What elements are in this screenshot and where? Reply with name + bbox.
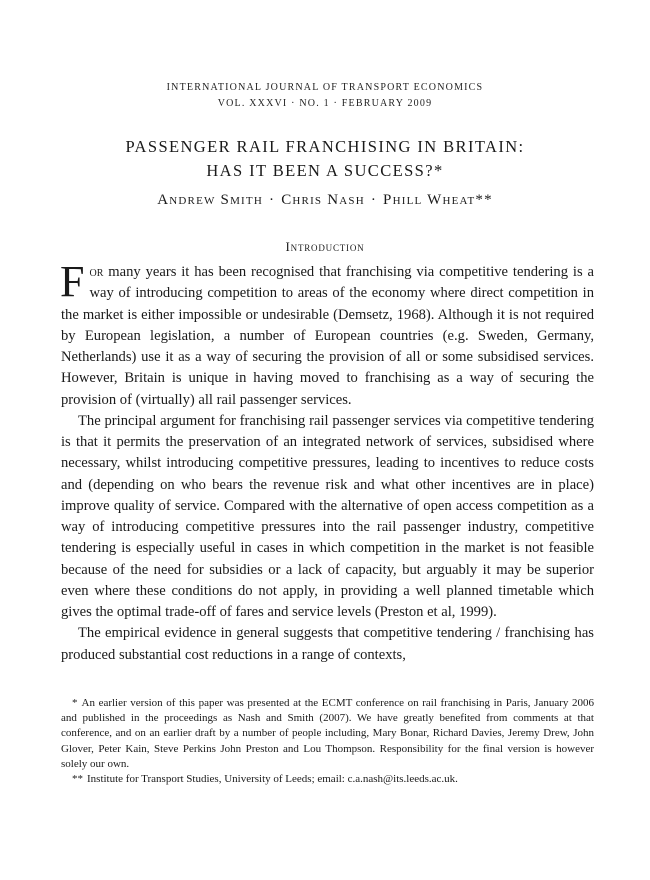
footnote-mark: * — [72, 697, 78, 709]
article-title-line-2: HAS IT BEEN A SUCCESS?* — [206, 161, 444, 180]
author-separator: · — [370, 192, 378, 208]
section-heading: Introduction — [285, 239, 365, 254]
body-paragraph — [60, 257, 594, 411]
drop-cap-continuation: or — [89, 264, 104, 280]
journal-issue: VOL. XXXVI · NO. 1 · FEBRUARY 2009 — [217, 98, 433, 109]
journal-name: INTERNATIONAL JOURNAL OF TRANSPORT ECONOMICS — [166, 82, 484, 93]
footnote — [61, 696, 594, 772]
article-title — [0, 135, 650, 183]
body-paragraph: The empirical evidence in general suggests that competitive tendering / franchising has produced substantial cost reductions in a range of contexts, — [61, 625, 594, 663]
footnote-mark: ** — [72, 773, 83, 786]
author-name: Chris Nash — [281, 192, 365, 208]
footnote-text: Institute for Transport Studies, University of Leeds; email: c.a.nash@its.leeds.ac.uk. — [87, 773, 458, 786]
footnote-text: An earlier version of this paper was presented at the ECMT conference on rail franchising in Paris, January 2006 and published in the proceedings as Nash and Smith (2007). We have greatly benefited from comments at that conference, and on an earlier draft by a number of people including, Mary Bonar, Richard Davies, Jeremy Drew, John Glover, Peter Kain, Steve Perkins John Preston and Lou Thompson. Responsibility for the final version is however solely our own. — [61, 697, 594, 770]
drop-cap: F — [60, 257, 85, 306]
journal-header — [0, 80, 650, 112]
footnotes — [61, 696, 594, 787]
author-name: Andrew Smith — [157, 192, 263, 208]
article-title-line-1: PASSENGER RAIL FRANCHISING IN BRITAIN: — [125, 137, 525, 156]
author-separator: · — [268, 192, 276, 208]
paragraph-text: many years it has been recognised that franchising via competitive tendering is a way of introducing competition to areas of the economy where direct competition in the market is either impossible or undesirable (Demsetz, 1968). Although it is not required by European legislation, a number of European countries (e.g. Sweden, Germany, Netherlands) use it as a way of securing the provision of all or some subsidised services. However, Britain is unique in having moved to franchising as a way of securing the provision of (virtually) all rail passenger services. — [61, 264, 594, 408]
body-paragraph: The principal argument for franchising rail passenger services via competitive tendering is that it permits the preservation of an integrated network of services, subsidised where necessary, whilst introducing competitive pressures, leading to incentives to reduce costs and (depending on who bears the revenue risk and what other incentives are in place) improve quality of service. Compared with the alternative of open access competition as a way of introducing competitive pressures into the rail passenger industry, competitive tendering is especially useful in cases in which competition in the market is not feasible because of the need for subsidies or a lack of capacity, but arguably it may be superior even where these conditions do not apply, in providing a well planned timetable which gives the optimal trade-off of fares and service levels (Preston et al, 1999). — [61, 412, 594, 620]
footnote — [61, 772, 594, 787]
author-list — [0, 192, 650, 209]
article-body — [60, 257, 594, 666]
author-name: Phill Wheat** — [383, 192, 493, 208]
